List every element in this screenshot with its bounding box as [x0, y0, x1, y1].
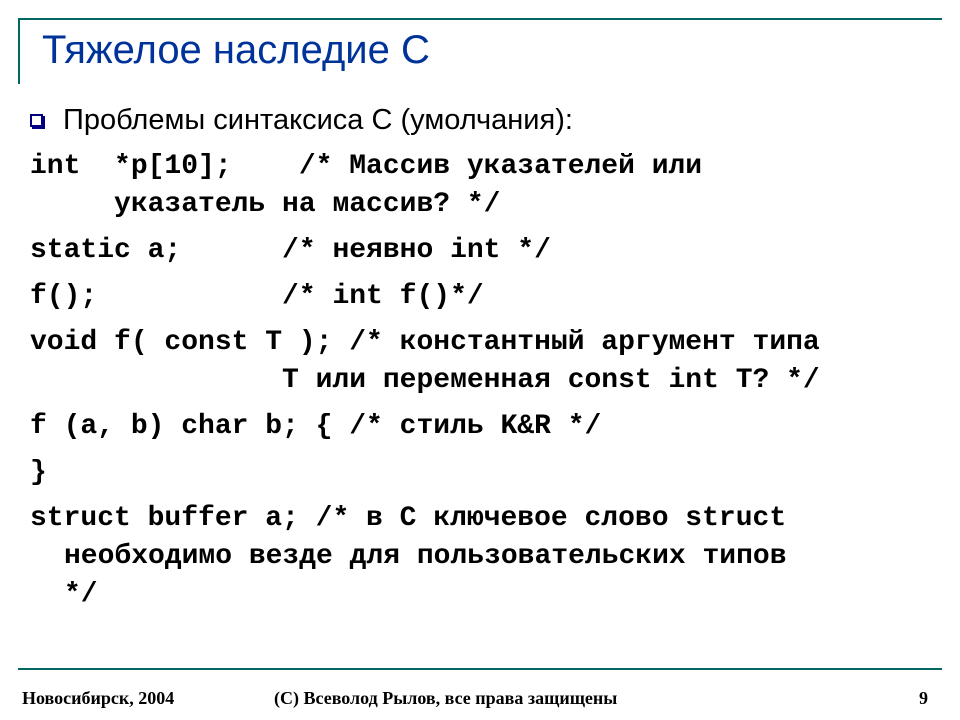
- footer-location: Новосибирск, 2004: [22, 688, 175, 708]
- slide-frame-top-rule: [18, 18, 942, 20]
- bullet-text: Проблемы синтаксиса С (умолчания):: [63, 104, 573, 136]
- code-line: int *p[10]; /* Массив указателей или: [30, 151, 703, 182]
- code-line: необходимо везде для пользовательских типов: [64, 541, 787, 572]
- code-line: void f( const T ); /* константный аргумент типа: [30, 327, 820, 358]
- code-line: }: [30, 457, 47, 488]
- footer-copyright: (С) Всеволод Рылов, все права защищены: [274, 688, 618, 708]
- code-line: */: [64, 579, 98, 610]
- slide-frame-left-rule: [18, 18, 20, 84]
- code-line: static a; /* неявно int */: [30, 235, 551, 266]
- code-line: f (a, b) char b; { /* стиль K&R */: [30, 411, 602, 442]
- code-line: struct buffer a; /* в С ключевое слово struct: [30, 503, 787, 534]
- square-bullet-icon: [30, 114, 43, 127]
- code-line: T или переменная const int T? */: [30, 365, 820, 396]
- code-line: указатель на массив? */: [30, 189, 501, 220]
- page-number: 9: [919, 688, 928, 708]
- bullet-item: [30, 104, 573, 137]
- code-line: f(); /* int f()*/: [30, 281, 484, 312]
- footer-rule: [18, 668, 942, 670]
- slide-title: Тяжелое наследие С: [42, 28, 430, 72]
